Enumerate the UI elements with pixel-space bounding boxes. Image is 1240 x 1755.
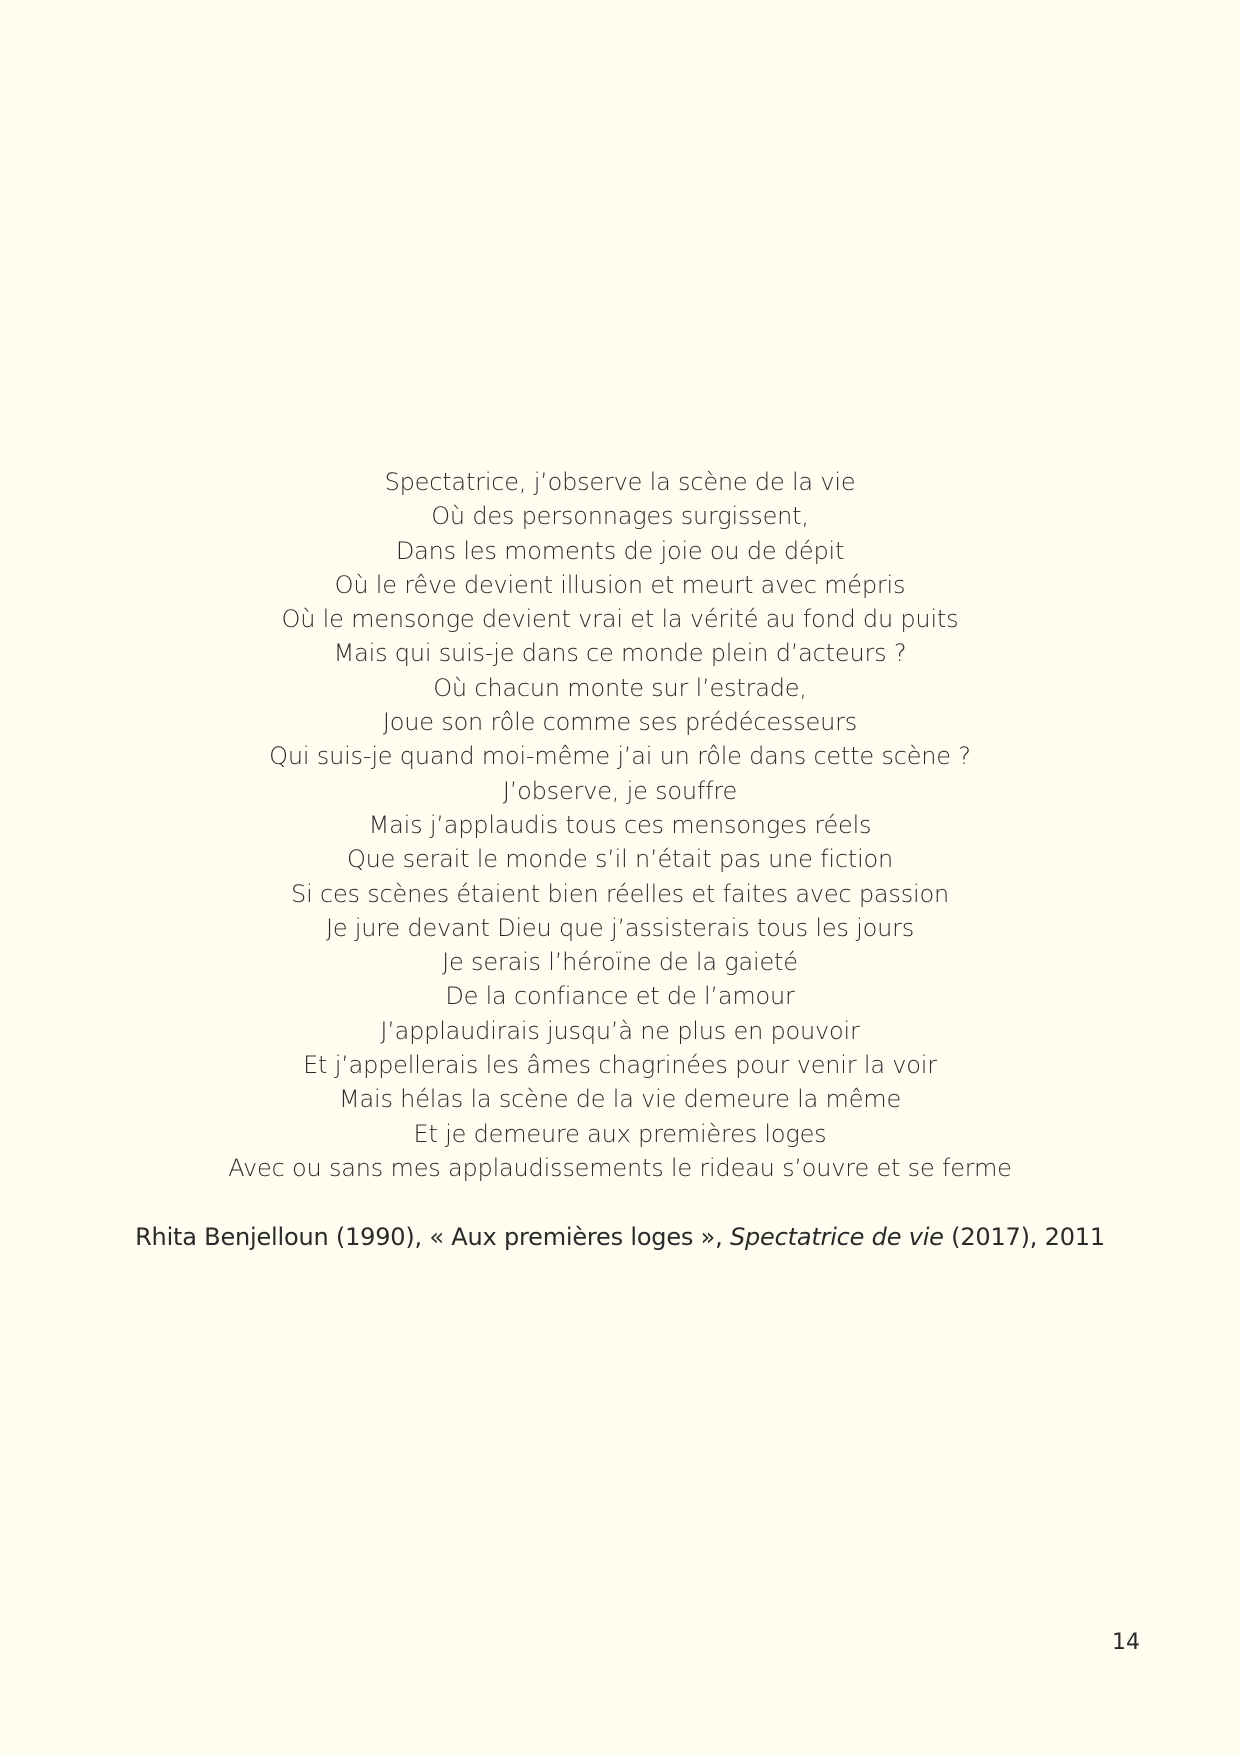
citation-dates: (2017), 2011	[943, 1223, 1105, 1251]
poem-line: Et j’appellerais les âmes chagrinées pour venir la voir	[303, 1051, 937, 1080]
poem-line: Je serais l’héroïne de la gaieté	[442, 948, 798, 977]
poem-line: Avec ou sans mes applaudissements le rideau s’ouvre et se ferme	[228, 1153, 1012, 1182]
poem	[0, 465, 1240, 1185]
poem-line: Qui suis-je quand moi-même j’ai un rôle dans cette scène ?	[269, 742, 971, 771]
poem-line: Et je demeure aux premières loges	[413, 1119, 827, 1148]
poem-line: Mais qui suis-je dans ce monde plein d’acteurs ?	[333, 639, 907, 668]
poem-line: Dans les moments de joie ou de dépit	[395, 536, 845, 565]
poem-line: Mais hélas la scène de la vie demeure la même	[338, 1085, 902, 1114]
poem-line: Où chacun monte sur l’estrade,	[433, 673, 807, 702]
poem-line: Où des personnages surgissent,	[431, 502, 809, 531]
poem-line: Où le rêve devient illusion et meurt avec mépris	[334, 570, 906, 599]
poem-line: J’observe, je souffre	[502, 776, 738, 805]
page-number: 14	[1112, 1630, 1140, 1655]
poem-line: Mais j’applaudis tous ces mensonges réels	[368, 810, 872, 839]
citation-author-and-poem: Rhita Benjelloun (1990), « Aux premières loges »,	[135, 1223, 730, 1251]
poem-line: De la confiance et de l’amour	[445, 982, 795, 1011]
poem-line: Où le mensonge devient vrai et la vérité au fond du puits	[281, 605, 959, 634]
poem-line: Je jure devant Dieu que j’assisterais tous les jours	[325, 913, 915, 942]
poem-line: Spectatrice, j’observe la scène de la vie	[384, 468, 856, 496]
poem-line: Si ces scènes étaient bien réelles et faites avec passion	[291, 879, 949, 908]
poem-line: Joue son rôle comme ses prédécesseurs	[382, 708, 858, 737]
poem-citation	[0, 1220, 1240, 1254]
citation-book-title: Spectatrice de vie	[729, 1223, 944, 1251]
poem-line: J’applaudirais jusqu’à ne plus en pouvoir	[380, 1016, 860, 1045]
poem-line: Que serait le monde s’il n’était pas une fiction	[346, 845, 894, 874]
